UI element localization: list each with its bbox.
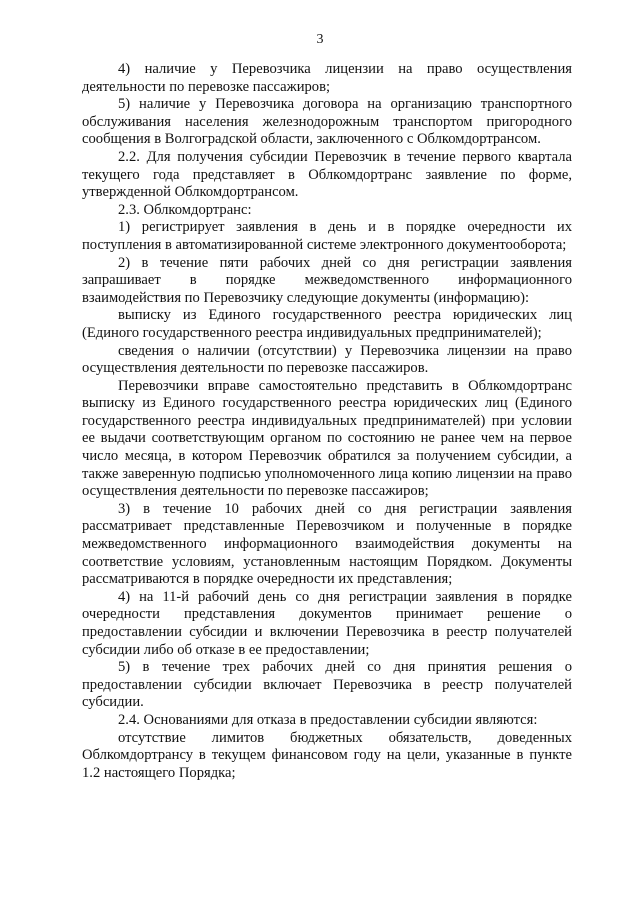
paragraph-2-2: 2.2. Для получения субсидии Перевозчик в течение первого квартала текущего года представляет в Облкомдортранс заявление по форме, утвержденной Облкомдортрансом. bbox=[82, 148, 572, 201]
paragraph-2-3: 2.3. Облкомдортранс: bbox=[118, 201, 252, 218]
paragraph-2-3-item-2: 2) в течение пяти рабочих дней со дня регистрации заявления запрашивает в порядке межведомственного информационного взаимодействия по Перевозчику следующие документы (информацию): bbox=[82, 254, 572, 306]
paragraph-2-3-item-3: 3) в течение 10 рабочих дней со дня регистрации заявления рассматривает представленные Перевозчиком и полученные в порядке межведомственного информационного взаимодействия документы на соответствие условиям, установленным настоящим Порядком. Документы рассматриваются в порядке очередности их представления; bbox=[82, 500, 572, 588]
paragraph-licence-info: сведения о наличии (отсутствии) у Перевозчика лицензии на право осуществления деятельности по перевозке пассажиров. bbox=[82, 342, 572, 377]
paragraph-registry-extract: выписку из Единого государственного реестра юридических лиц (Единого государственного реестра индивидуальных предпринимателей); bbox=[82, 307, 572, 341]
paragraph-2-4: 2.4. Основаниями для отказа в предоставлении субсидии являются: bbox=[118, 711, 538, 728]
paragraph-2-3-item-5: 5) в течение трех рабочих дней со дня принятия решения о предоставлении субсидии включает Перевозчика в реестр получателей субсидии. bbox=[82, 659, 572, 711]
page-number: 3 bbox=[316, 32, 324, 47]
paragraph-2-3-item-1: 1) регистрирует заявления в день и в порядке очередности их поступления в автоматизированной системе электронного документооборота; bbox=[82, 219, 572, 253]
paragraph-transport-contract-condition: 5) наличие у Перевозчика договора на организацию транспортного обслуживания населения железнодорожным транспортом пригородного сообщения в Волгоградской области, заключенного с Облкомдортрансом. bbox=[82, 96, 572, 148]
paragraph-self-submission: Перевозчики вправе самостоятельно представить в Облкомдортранс выписку из Единого государственного реестра юридических лиц (Единого государственного реестра индивидуальных предпринимателей) при условии ее выдачи соответствующим органом по состоянию не ранее чем на первое число месяца, в котором Перевозчик обратился за получением субсидии, а также заверенную подписью уполномоченного лица копию лицензии на право осуществления деятельности по перевозке пассажиров; bbox=[82, 377, 572, 500]
document-body bbox=[82, 61, 572, 782]
paragraph-2-3-item-4: 4) на 11-й рабочий день со дня регистрации заявления в порядке очередности представления документов принимает решение о предоставлении субсидии и включении Перевозчика в реестр получателей субсидии либо об отказе в ее предоставлении; bbox=[82, 588, 572, 658]
paragraph-no-budget-limits: отсутствие лимитов бюджетных обязательств, доведенных Облкомдортрансу в текущем финансовом году на цели, указанные в пункте 1.2 настоящего Порядка; bbox=[82, 729, 572, 781]
paragraph-licence-condition: 4) наличие у Перевозчика лицензии на право осуществления деятельности по перевозке пассажиров; bbox=[82, 61, 572, 95]
